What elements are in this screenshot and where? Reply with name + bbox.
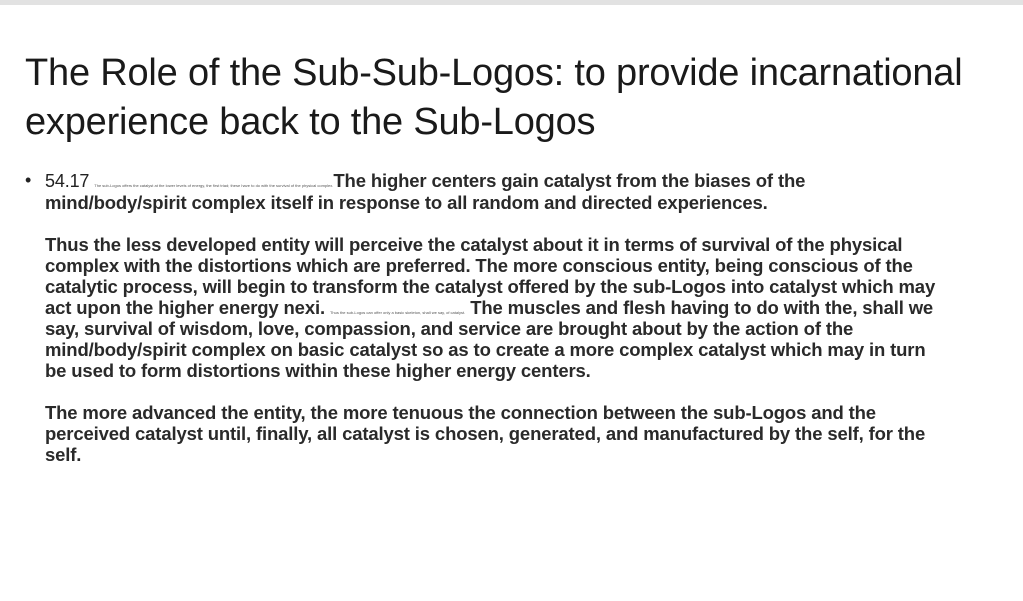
bullet-content xyxy=(45,170,945,465)
paragraph-1-text: The higher centers gain catalyst from the biases of the mind/body/spirit complex itself in response to all random and directed experiences. xyxy=(45,170,806,213)
tiny-note-2: Thus the sub-Logos can offer only a basic skeleton, shall we say, of catalyst. xyxy=(329,310,466,315)
bullet-glyph: • xyxy=(25,170,32,190)
session-reference: 54.17 xyxy=(45,171,90,191)
slide xyxy=(0,5,1023,601)
paragraph-2 xyxy=(45,234,945,381)
paragraph-2-text-b: The muscles and flesh having to do with the, shall we say, survival of wisdom, love, compassion, and service are brought about by the action of the mind/body/spirit complex on basic catalyst so as to create a more complex catalyst which may in turn be used to form distortions within these higher energy centers. xyxy=(45,297,934,381)
paragraph-2-text-a: Thus the less developed entity will perceive the catalyst about it in terms of survival of the physical complex with the distortions which are preferred. The more conscious entity, being conscious of the catalytic process, will begin to transform the catalyst offered by the sub-Logos into catalyst which may act upon the higher energy nexi. xyxy=(45,234,936,318)
tiny-note-1: The sub-Logos offers the catalyst at the lower levels of energy, the first triad; these have to do with the survival of the physical complex. xyxy=(94,183,334,188)
paragraph-1 xyxy=(45,170,945,213)
paragraph-3: The more advanced the entity, the more tenuous the connection between the sub-Logos and the perceived catalyst until, finally, all catalyst is chosen, generated, and manufactured by the self, for the self. xyxy=(45,402,926,465)
slide-title: The Role of the Sub-Sub-Logos: to provide incarnational experience back to the Sub-Logos xyxy=(25,52,963,143)
